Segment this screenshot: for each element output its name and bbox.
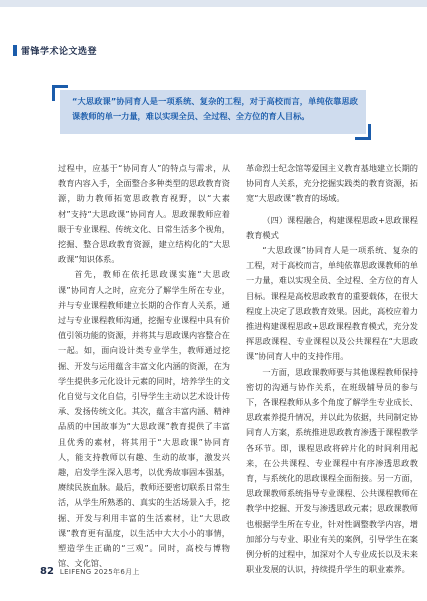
section-header: [13, 43, 97, 57]
quote-close-bracket-icon: [355, 124, 371, 140]
right-text-column: [246, 161, 418, 577]
top-decor-bar: [0, 0, 427, 7]
journal-issue: LEIFENG 2025年6月上: [59, 568, 140, 576]
section-subheading: （四）课程融合，构建课程思政+思政课程教育模式: [246, 214, 418, 240]
right-paragraph-2: “大思政课”协同育人是一项系统、复杂的工程，对于高校而言，单纯依靠思政课教师的单一力量，难以实现全员、全过程、全方位的育人目标。课程是高校思政教育的重要载体，在很大程度上决定了思政教育效果。因此，高校应着力推进构建课程思政+思政课程教育模式，充分发挥思政课程、专业课程以及公共课程在“大思政课”协同育人中的支持作用。: [246, 245, 418, 362]
left-text-column: [58, 161, 230, 571]
left-paragraph-1: 过程中，应基于“协同育人”的特点与需求，从教育内容入手，全面整合多种类型的思政教育资源，助力教师拓宽思政教育视野，以“大素材”支持“大思政课”协同育人。思政课教师应着眼于专业课程、传统文化、日常生活多个视角，挖掘、整合思政教育资源，建立结构化的“大思政课”知识体系。: [58, 163, 230, 265]
page-footer: [40, 566, 140, 578]
quote-open-bracket-icon: [52, 85, 68, 101]
section-title: 雷锋学术论文选登: [21, 46, 98, 57]
abstract-quote-text: “大思政课”协同育人是一项系统、复杂的工程，对于高校而言，单纯依靠思政课教师的单一力量，难以实现全员、全过程、全方位的育人目标。: [72, 96, 358, 121]
right-paragraph-3: 一方面，思政课教师要与其他课程教师保持密切的沟通与协作关系，在班级辅导员的参与下，各课程教师从多个角度了解学生专业成长、思政素养提升情况，并以此为依据，共同制定协同育人方案，系统推进思政教育渗透于课程教学各环节。即，课程思政将碎片化的时间利用起来，在公共课程、专业课程中有序渗透思政教育，与系统化的思政课程全面衔接。另一方面，思政课教师系统指导专业课程、公共课程教师在教学中挖掘、开发与渗透思政元素；思政课教师也根据学生所在专业，针对性调整教学内容，增加部分与专业、职业有关的案例，引导学生在案例分析的过程中，加深对个人专业成长以及未来职业发展的认识，持续提升学生的职业素养。: [246, 366, 418, 575]
header-accent-mark: [13, 45, 17, 56]
page-number: 82: [40, 566, 54, 577]
right-paragraph-1: 革命烈士纪念馆等爱国主义教育基地建立长期的协同育人关系，充分挖掘实践类的教育资源，拓宽“大思政课”教育的场域。: [246, 163, 418, 204]
left-paragraph-2: 首先，教师在依托思政课实施“大思政课”协同育人之时，应充分了解学生所在专业，并与专业课程教师建立长期的合作育人关系，通过与专业课程教师沟通，挖掘专业课程中具有价值引领功能的资源，并将其与思政课内容整合在一起。如，面向设计类专业学生，教师通过挖掘、开发与运用蕴含丰富文化内涵的资源，在为学生提供多元化设计元素的同时，培养学生的文化自觉与文化自信，引导学生主动以艺术设计传承、发扬传统文化。其次，蕴含丰富内涵、精神品质的中国故事为“大思政课”教育提供了丰富且优秀的素材，将其用于“大思政课”协同育人，能支持教师以有趣、生动的故事，激发兴趣，启发学生深入思考，以优秀故事固本强基，赓续民族血脉。最后，教师还要密切联系日常生活，从学生所熟悉的、真实的生活场景入手，挖掘、开发与利用丰富的生活素材，让“大思政课”教育更有温度，以生活中大大小小的事情，塑造学生正确的“三观”。同时，高校与博物馆、文化馆、: [58, 269, 230, 569]
